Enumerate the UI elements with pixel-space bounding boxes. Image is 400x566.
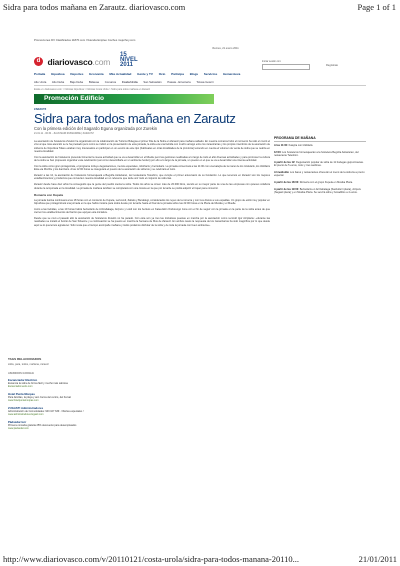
ad-item[interactable] [8, 406, 248, 416]
tags-heading: TAGS RELACIONADOS [8, 357, 42, 361]
article-body [34, 140, 270, 229]
tags-list[interactable]: sidra, para, todos, mañana, zarautz [8, 363, 49, 366]
ad-item[interactable] [8, 392, 248, 402]
ad-url[interactable]: www.administradoreszugasti.com [8, 413, 44, 416]
sidebar-item: A partir de las 18:00: Romería con el grupo Kupela en Musika Plaza. [274, 181, 353, 185]
paragraph: Con la asociación de hosteleros pretende fomentar la nueva actividad que se va a desarrollar en el Muelle pero las gestiones realizadas a lo largo de todo el año diversas actividades y para promover la cultura de la sidra se han propuesto organizar esta celebración (así como desarrollarla en un ambiente festivo) por ello a lo largo de la jornada, un puesto en el que se va a desarrollar una intensa actividad. [34, 155, 270, 163]
ad-desc: Administración de Comunidades: 943 107 639 · Ofertas especiales ! [8, 410, 84, 413]
print-header-page: Page 1 of 1 [357, 2, 396, 12]
login-select[interactable] [262, 64, 310, 70]
ad-item[interactable] [8, 378, 248, 388]
nav-item[interactable]: Servicios [203, 72, 218, 76]
nav-item[interactable]: Participa [171, 72, 184, 76]
article-title: Sidra para todos mañana en Zarautz [34, 111, 236, 126]
paragraph: La asociación de hosteleros Zurekin ha organizado con la colaboración de Turismo Bulegoa el primer Día de la Sidra en Zarautz para mañana sábado. En nuestra comarca hubo el momento ha sido el creció el vino al que más atención se le ha prestado pero como se indicó en la presentación de esta jornada, la sidra era una bebida con mucho arraigo entre los zarautzarras y los propios miembros de la asociación de sidreros de Gipuzkoa Tolare estaban muy interesados en participar en un evento de este tipo (habituales en otras localidades de la provincia) teniendo en cuenta el volumen de venta de sidra que se realiza en nuestra localidad. [34, 140, 270, 153]
nav-item[interactable]: Blogs [189, 72, 199, 76]
nav-item[interactable]: Gipuzkoa [51, 72, 65, 76]
promo-banner[interactable]: Promoción Edificio [34, 94, 214, 104]
subnav-item[interactable]: Alto Urola [34, 80, 47, 84]
ad-desc: Primera consulta gratuita 25% descuento para desempleados [8, 424, 77, 427]
print-header [0, 0, 400, 14]
ad-desc: Escancia la sidra de forma fácil y mucho más sabrosa [8, 382, 68, 385]
ad-url[interactable]: Escanciador.webs.com [8, 385, 33, 388]
nav-item[interactable]: Hemeroteca [223, 72, 241, 76]
paragraph: La jornada festiva continuará a las 18 horas con el concierto de Kupela, Lertxundi, Zabalo y Beraldegi, considerados los reyes de la romería y con tres discos a sus espaldas. Un grupo de estilo muy popular en Gipuzkoa que protagonizará una jornada en la que habrá música para todos desde por la tarde hasta el final de la jornada sobre las 22:00 horas en la Plaza de Musika y el Muelle. [34, 198, 270, 205]
subnav-item[interactable]: Bidasoa [88, 80, 99, 84]
nav-item[interactable]: Portada [34, 72, 46, 76]
ad-title[interactable]: ZUGASTI Administradores [8, 406, 44, 410]
sidebar-item: A partir de las 19:00: Bertsolaris en Arrizabalaga (Sarduiturri plaza), Aizpuru (Sagasti plaza) y en Musika Plaza. Se servirá sidra y bocadillos a 4 euros. [274, 187, 361, 195]
header-date: Viernes, 21 enero 2011 [212, 47, 239, 50]
register-link[interactable]: Regístrate [326, 64, 338, 67]
paragraph: Junto a las bebidas, a las 19 horas habrá bertsolaris de Arrizabalaga, Aizpuru y Loidi con los bertsos en Kalea Ekin Ondorengo zona con el fin de seguir con la jornada en la parte de la sidra antes de que cierren los establecimientos del barrio que apoyan esta iniciativa. [34, 207, 270, 215]
print-footer [0, 553, 400, 566]
breadcrumb[interactable]: Estás en: diariovasco.com > Noticias Gipuzkoa > Noticias Costa Urola > Sidra para todos mañana en Zarautz [34, 88, 151, 91]
article-byline: 21.01.11 - 00:34 - JUAN MARI ZUBIAURRE | ZARAUTZ [34, 132, 94, 135]
sidebar-item: A partir de las 12: Degustación popular de sidra de 11 bodegas guipuzcoanas. El precio de 5 euros, txotx y tres sardinas. [274, 160, 364, 168]
login-label: Iniciar sesión con: [262, 60, 282, 63]
sub-nav [34, 80, 366, 86]
subnav-item[interactable]: Costa Urola [121, 80, 138, 84]
nav-item[interactable]: Gente y TV [137, 72, 153, 76]
sidebar-item: 12:00: Los hosteleros homenajearán a la hostelera Begoña Astiazaran, del restaurante Telesforo. [274, 150, 359, 158]
article-subhead: Romería con Kupela [34, 192, 64, 197]
article-subtitle: Con la primera edición del Sagardo Eguna organizada por Zurekin [34, 126, 158, 131]
nav-item[interactable]: Ocio [158, 72, 166, 76]
top-links[interactable]: Promociones DV Clasificados 11870.com Vivienda Empleo Coches mujerhoy.com [34, 38, 136, 42]
logo-badge: 15 NIVEL 2011 [120, 52, 138, 68]
nav-item[interactable]: Más Actualidad [109, 72, 132, 76]
ads-heading: ANUNCIOS GOOGLE [8, 372, 34, 375]
google-ads [8, 372, 248, 434]
ad-title[interactable]: Escanciador Eléctrico [8, 378, 38, 382]
subnav-item[interactable]: Bajo Deba [69, 80, 84, 84]
ad-desc: Para familias, la playa y aún Cerca del centro, del Kursal [8, 396, 71, 399]
sidebar-item: A las 11:00: Kalejira con trikitilaris. [274, 144, 314, 147]
print-footer-date: 21/01/2011 [358, 554, 397, 564]
subnav-item[interactable]: San Sebastián [143, 80, 162, 84]
paragraph: Zarautz a las 12, la asociación de hosteleros homenajeará a Begoña Astiazaran, del restaurante Telesforo, que cumple el primer aniversario de su fundación. Lo que tenemos en Zarautz son los mejores establecimientos y productos que convierten nuestra localidad en un referente que debe unir todo el conjunto de sidrerías. [34, 174, 270, 181]
program-sidebar [274, 136, 366, 198]
article-section: ZARAUTZ [34, 108, 47, 111]
ad-url[interactable]: www.hotelpuntamonpas.com [8, 399, 39, 402]
nav-item[interactable]: Economía [89, 72, 104, 76]
sidebar-item: Al mediodía: Los bares y restaurantes ofrecerán el menú de la sidrería a precio especial. [274, 170, 365, 178]
sidebar-heading: PROGRAMA DE MAÑANA [274, 136, 366, 142]
subnav-item[interactable]: Tolosa Goierri [196, 80, 214, 84]
ad-title[interactable]: Hotel Punta Monpas [8, 392, 35, 396]
ad-item[interactable] [8, 420, 248, 430]
print-footer-url: http://www.diariovasco.com/v/20110121/costa-urola/sidra-para-todos-manana-20110... [3, 554, 300, 564]
subnav-item[interactable]: Comarca [104, 80, 117, 84]
site-logo[interactable] [34, 52, 144, 68]
print-header-title: Sidra para todos mañana en Zarautz. diariovasco.com [3, 2, 186, 12]
paragraph: Zarautz desde hace diez años ha conseguido que la gente del pueblo sienta la sidra. Todos los años se sirven más de 20.000 litros, siendo en su mayor parte de una de las empresas con quienes colabora durante la temporada en la localidad. La jornada de mañana también se completará con una txosna en la que por la tarde se podrá adquirir el tíquet para consumir. [34, 183, 270, 190]
main-nav [34, 72, 366, 78]
ad-title[interactable]: Pádsúdar Iurr [8, 420, 27, 424]
paragraph: Con la sidra como gran protagonista, el programa incluye degustaciones, menús especiales, txitxiharis y bertsolaris. La jornada comenzará a las 11:00 con una kalejira de la mano de los txistularis, los trikitilaris Elva eta Mozhle y los dantzaris. A las 12:00 horas se inaugurará el puesto de la asociación de sidreros y se celebrará el txotx. [34, 164, 270, 172]
paragraph: Desde que se creó el pasado año la asociación de hosteleros Zurekin no ha parado. Con ésta son ya tres las iniciativas puestas en marcha por la asociación como recordó Igor Aizpitarte: «durante las navidades se instaló el bonito de San Silvestre y a continuación se ha puesto en marcha la Semana de Mus de Zarautz. En ambos casos la respuesta de los zarautzarras ha sido magnífica por lo que desde aquí se lo queremos agradecer. Sólo resta que el tiempo acompañe mañana y todos podamos disfrutar de la sidra y de toda la jornada con buen ambiente». [34, 216, 270, 227]
subnav-item[interactable]: Pasaia - Errenteria [167, 80, 191, 84]
logo-text: diariovasco.com [47, 56, 111, 67]
logo-icon: d [34, 57, 43, 66]
nav-item[interactable]: Deportes [70, 72, 84, 76]
ad-url[interactable]: www.padsudar.com [8, 427, 29, 430]
related-tags [8, 357, 248, 366]
subnav-item[interactable]: Alto Deba [51, 80, 65, 84]
